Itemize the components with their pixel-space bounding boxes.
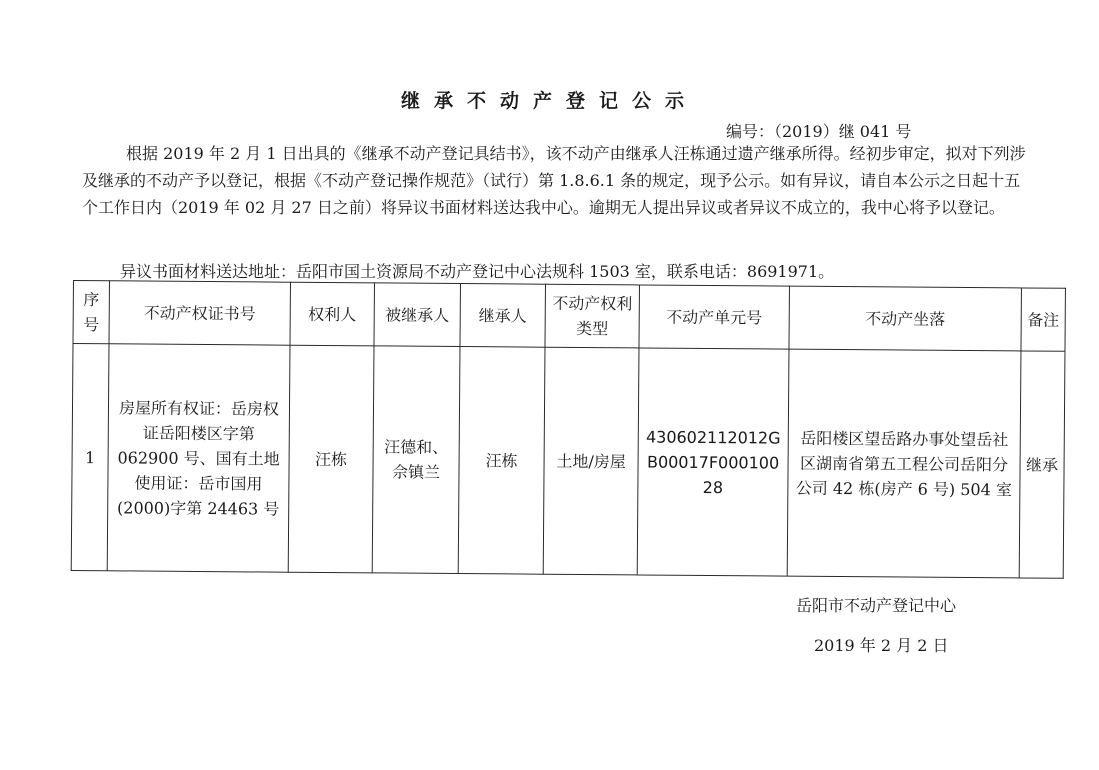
cell-cert-no: 房屋所有权证：岳房权证岳阳楼区字第 062900 号、国有土地使用证：岳市国用(2000)字第 24463 号 <box>107 344 290 572</box>
header-unit-no: 不动产单元号 <box>639 285 789 349</box>
header-right-type: 不动产权利类型 <box>545 284 639 348</box>
document-title: 继承不动产登记公示 <box>400 90 698 112</box>
issue-date: 2019 年 2 月 2 日 <box>814 636 949 655</box>
body-paragraph: 根据 2019 年 2 月 1 日出具的《继承不动产登记具结书》，该不动产由继承人汪栋通过遗产继承所得。经初步审定，拟对下列涉及继承的不动产予以登记，根据《不动产登记操作规范》（试行）第 1.8.6.1 条的规定，现予公示。如有异议，请自本公示之日起十五个工作日内（2019 年 02 月 27 日之前）将异议书面材料送达我中心。逾期无人提出异议或者异议不成立的，我中心将予以登记。 <box>82 144 1026 217</box>
cell-remark: 继承 <box>1019 351 1065 578</box>
header-remark: 备注 <box>1021 288 1065 351</box>
issuer-name: 岳阳市不动产登记中心 <box>796 596 957 615</box>
cell-decedent: 汪德和、佘镇兰 <box>372 346 460 574</box>
cell-location: 岳阳楼区望岳路办事处望岳社区湖南省第五工程公司岳阳分公司 42 栋(房产 6 号) 504 室 <box>787 349 1021 578</box>
header-heir: 继承人 <box>460 284 545 348</box>
header-location: 不动产坐落 <box>789 286 1021 351</box>
header-decedent: 被继承人 <box>374 283 460 347</box>
cell-holder: 汪栋 <box>288 345 374 573</box>
objection-address: 异议书面材料送达地址：岳阳市国土资源局不动产登记中心法规科 1503 室，联系电话：8691971。 <box>120 262 835 281</box>
cell-unit-no: 430602112012GB00017F00010028 <box>637 348 789 576</box>
property-table <box>71 280 1066 579</box>
header-seq: 序号 <box>73 281 109 344</box>
header-holder: 权利人 <box>290 282 374 346</box>
table-header-row <box>73 281 1065 352</box>
document-number: 编号：（2019）继 041 号 <box>726 122 912 141</box>
header-cert-no: 不动产权证书号 <box>109 281 290 345</box>
cell-right-type: 土地/房屋 <box>543 347 639 575</box>
cell-heir: 汪栋 <box>458 347 545 575</box>
cell-seq: 1 <box>71 344 109 571</box>
table-row <box>71 344 1065 579</box>
